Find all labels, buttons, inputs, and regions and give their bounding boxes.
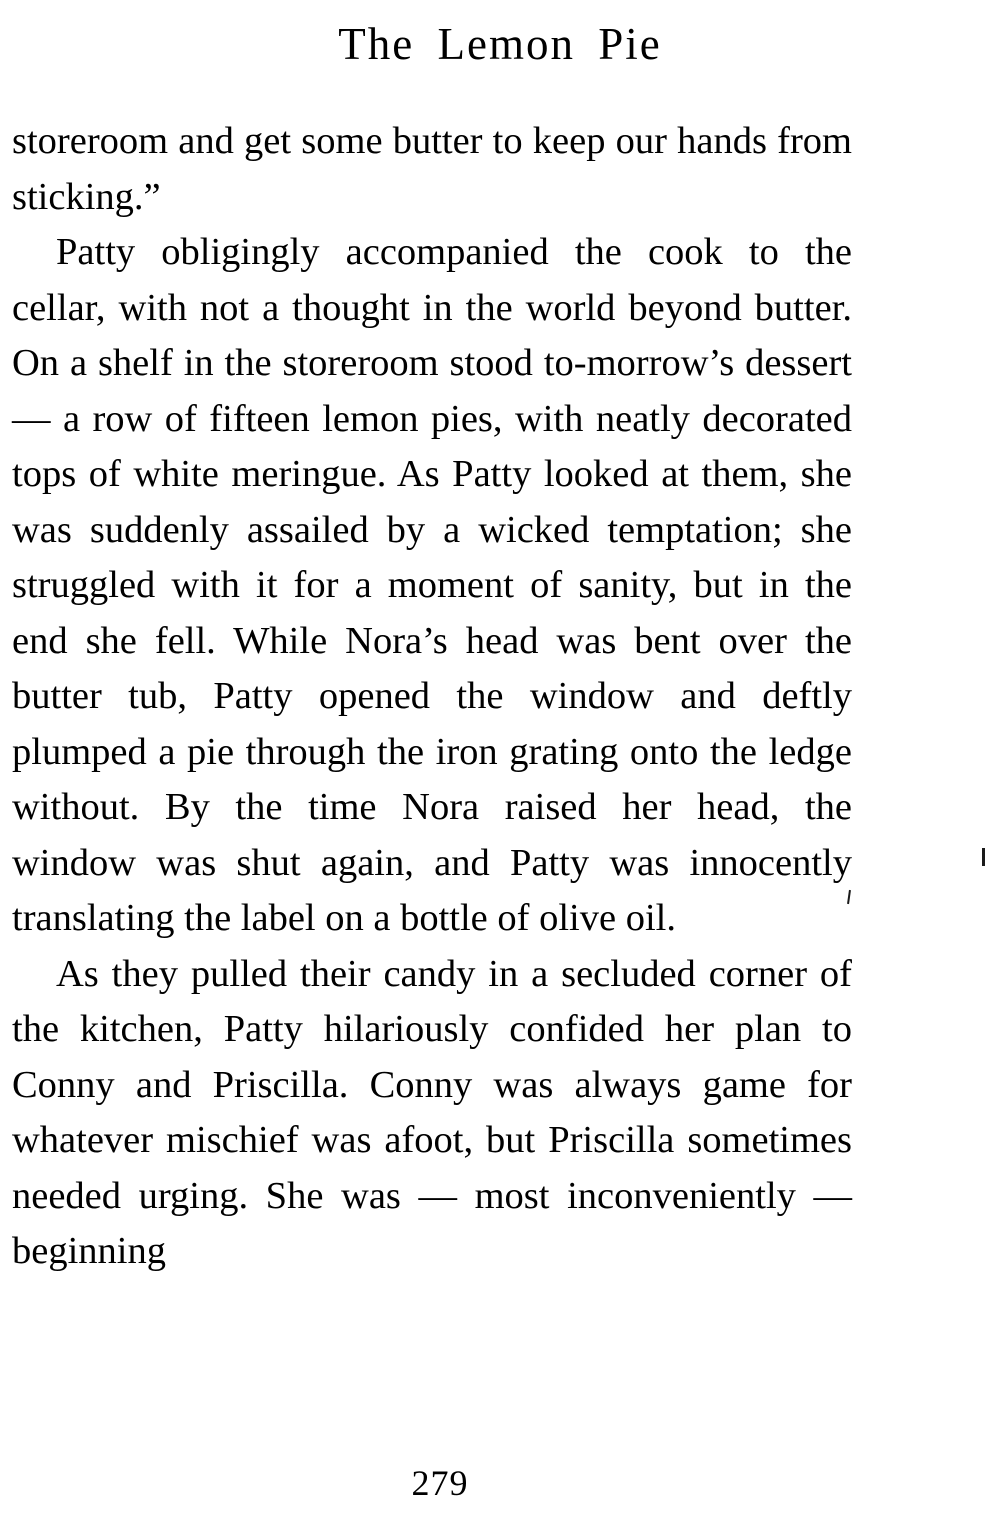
paragraph: Patty obligingly accompanied the cook to the cellar, with not a thought in the world beyond butter. On a shelf in the storeroom stood to-morrow’s dessert — a row of fifteen lemon pies, with neatly decorated tops of white meringue. As Patty looked at them, she was suddenly assailed by a wicked temptation; she struggled with it for a moment of sanity, but in the end she fell. While Nora’s head was bent over the butter tub, Patty opened the window and deftly plumped a pie through the iron grating onto the ledge without. By the time Nora raised her head, the window was shut again, and Patty was innocently translating the label on a bottle of olive oil. xyxy=(12,231,852,939)
paragraph: storeroom and get some butter to keep our hands from sticking.” xyxy=(12,120,852,218)
page-number: 279 xyxy=(411,1463,469,1503)
edge-speck-mark xyxy=(982,848,985,866)
paragraph: As they pulled their candy in a secluded corner of the kitchen, Patty hilariously confided her plan to Conny and Priscilla. Conny was always game for whatever mischief was afoot, but Priscilla sometimes needed urging. She was — most inconveniently — beginning xyxy=(12,952,852,1272)
page-title: The Lemon Pie xyxy=(338,19,662,69)
book-page xyxy=(0,10,1000,1526)
body-text xyxy=(12,114,852,1280)
